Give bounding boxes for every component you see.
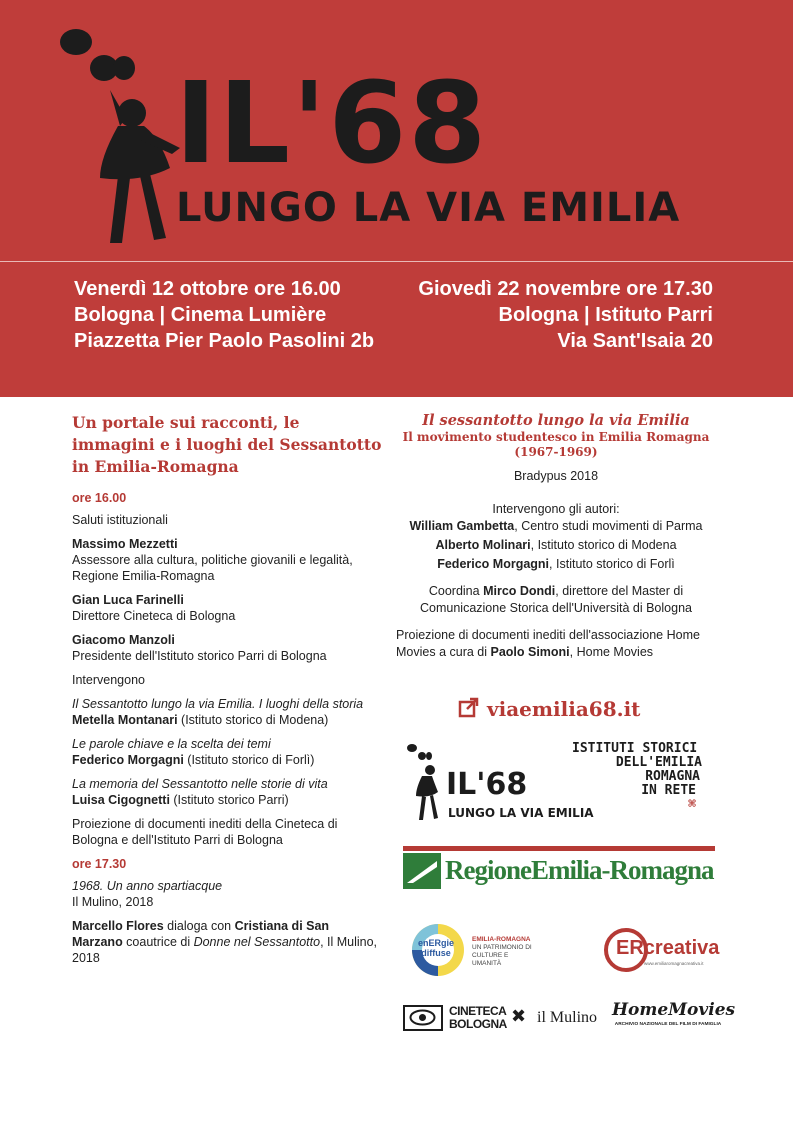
header-banner	[0, 0, 793, 397]
time-1600: ore 16.00	[72, 491, 127, 505]
book-title: 1968. Un anno spartiacque	[72, 879, 223, 893]
event-left-place: Bologna | Cinema Lumière	[74, 304, 327, 326]
projection-note-right	[396, 627, 716, 661]
book-subtitle-right: Il movimento studentesco in Emilia Romagna	[402, 430, 710, 444]
book-title-right: Il sessantotto lungo la via Emilia	[422, 412, 690, 429]
authors-label: Intervengono gli autori:	[492, 502, 620, 516]
event-left-address: Piazzetta Pier Paolo Pasolini 2b	[74, 330, 375, 352]
eye-icon	[405, 1007, 440, 1028]
talk-affiliation: (Istituto storico di Forlì)	[183, 753, 315, 767]
talk-speaker: Federico Morgagni	[72, 753, 184, 767]
mulino-text: il Mulino	[537, 1009, 598, 1026]
dialogue-speaker: Marcello Flores	[72, 919, 164, 933]
homemovies-text: HomeMovies	[612, 1000, 736, 1020]
regione-flag-icon	[403, 853, 441, 889]
projection-note-left: Proiezione di documenti inediti della Cineteca di Bologna e dell'Istituto Parri di Bologna	[72, 817, 338, 847]
talk-2	[72, 736, 382, 768]
author-affiliation: , Centro studi movimenti di Parma	[514, 519, 703, 533]
speaker-role: Direttore Cineteca di Bologna	[72, 609, 236, 623]
energie-text	[418, 938, 454, 958]
author-name: Alberto Molinari	[435, 538, 531, 552]
ercreativa-text	[616, 938, 719, 958]
book-publisher-right: Bradypus 2018	[513, 469, 599, 483]
intervengono-label: Intervengono	[72, 673, 145, 687]
dialogue-text: , Il Mulino, 2018	[72, 935, 378, 965]
program-right-column	[396, 412, 716, 661]
dialogue-book: Donne nel Sessantotto	[193, 935, 321, 949]
windmill-icon: ✖	[511, 1006, 527, 1026]
event-right	[418, 276, 713, 354]
event-left	[74, 276, 374, 354]
author-name: Federico Morgagni	[437, 557, 550, 571]
cineteca-line1: CINETECA	[449, 1004, 507, 1018]
speaker-name: Massimo Mezzetti	[72, 537, 178, 551]
dialogue-note	[72, 918, 382, 966]
talk-affiliation: (Istituto storico Parri)	[169, 793, 289, 807]
speaker-farinelli	[72, 592, 382, 624]
book-years: (1967-1969)	[514, 445, 598, 459]
regione-text: RegioneEmilia-Romagna	[445, 855, 714, 885]
saluti-label: Saluti istituzionali	[72, 513, 168, 527]
dialogue-text: coautrice di	[122, 935, 194, 949]
speaker-mezzetti	[72, 536, 382, 584]
dialogue-text: dialoga con	[163, 919, 235, 933]
istituti-line3: ROMAGNA	[645, 769, 700, 784]
talk-title: Il Sessantotto lungo la via Emilia. I luoghi della storia	[72, 697, 364, 711]
energie-line2: diffuse	[421, 948, 451, 958]
energie-line1: enERgie	[418, 938, 455, 948]
author-morgagni	[396, 556, 716, 573]
homemovies-sub: ARCHIVIO NAZIONALE DEL FILM DI FAMIGLIA	[614, 1022, 722, 1027]
left-headline: Un portale sui racconti, le immagini e i luoghi del Sessantotto in Emilia-Romagna	[72, 413, 382, 476]
il-mulino-logo	[511, 1006, 603, 1030]
speaker-name: Gian Luca Farinelli	[72, 593, 184, 607]
talk-speaker: Metella Montanari	[72, 713, 178, 727]
energie-caption	[472, 936, 538, 968]
regione-emilia-romagna-logo	[403, 846, 715, 892]
il68-logo-title: IL'68	[446, 767, 528, 802]
website-link[interactable]	[458, 697, 640, 721]
energie-diffuse-logo	[408, 922, 538, 978]
proj-text: , Home Movies	[569, 645, 654, 659]
event-right-place: Bologna | Istituto Parri	[498, 304, 713, 326]
coord-text: , direttore del Master di Comunicazione Storica dell'Università di Bologna	[420, 584, 692, 615]
author-affiliation: , Istituto storico di Modena	[530, 538, 677, 552]
author-affiliation: , Istituto storico di Forlì	[549, 557, 675, 571]
cineteca-text	[449, 1005, 507, 1031]
speaker-role: Assessore alla cultura, politiche giovanili e legalità, Regione Emilia-Romagna	[72, 553, 353, 583]
book-1968	[72, 878, 382, 910]
energie-caption-line1: EMILIA-ROMAGNA	[472, 936, 531, 943]
cineteca-line2: BOLOGNA	[449, 1017, 507, 1031]
book-publisher: Il Mulino, 2018	[72, 895, 154, 909]
talk-affiliation: (Istituto storico di Modena)	[177, 713, 329, 727]
program-left-column	[72, 412, 382, 974]
energie-caption-line2: UN PATRIMONIO DI	[472, 944, 532, 951]
speaker-role: Presidente dell'Istituto storico Parri di Bologna	[72, 649, 327, 663]
event-right-date: Giovedì 22 novembre ore 17.30	[418, 278, 713, 300]
figure-icon	[404, 742, 444, 822]
header-subtitle: LUNGO LA VIA EMILIA	[176, 185, 681, 231]
home-movies-logo	[612, 1000, 736, 1036]
cineteca-frame	[403, 1005, 443, 1031]
header-divider	[0, 261, 793, 262]
ercreativa-url: www.emiliaromagnacreativa.it	[644, 961, 704, 966]
dialogue-speaker: Cristiana di San Marzano	[72, 919, 330, 949]
author-name: William Gambetta	[409, 519, 515, 533]
website-text: viaemilia68.it	[486, 697, 641, 721]
cineteca-bologna-logo	[403, 1003, 507, 1035]
ercreativa-word: ERcreativa	[616, 937, 720, 959]
time-1730: ore 17.30	[72, 857, 127, 871]
talk-speaker: Luisa Cigognetti	[72, 793, 170, 807]
event-left-date: Venerdì 12 ottobre ore 16.00	[74, 278, 341, 300]
talk-3	[72, 776, 382, 808]
author-gambetta	[396, 518, 716, 535]
event-right-address: Via Sant'Isaia 20	[557, 330, 713, 352]
coordinator-note	[396, 583, 716, 617]
proj-text: Proiezione di documenti inediti dell'associazione Home Movies a cura di	[396, 628, 700, 659]
ercreativa-logo	[602, 926, 720, 974]
istituti-line2: DELL'EMILIA	[615, 755, 702, 770]
energie-caption-line3: CULTURE E UMANITÀ	[472, 952, 509, 967]
coord-name: Mirco Dondi	[483, 584, 556, 598]
istituti-line1: ISTITUTI STORICI	[572, 741, 698, 756]
il68-logo-sub: LUNGO LA VIA EMILIA	[448, 806, 594, 820]
coord-text: Coordina	[428, 584, 484, 598]
speaker-name: Giacomo Manzoli	[72, 633, 175, 647]
istituti-line4: IN RETE	[641, 783, 696, 798]
external-link-icon	[458, 697, 480, 719]
header-title: IL'68	[175, 59, 489, 189]
istituti-storici-logo	[572, 742, 722, 824]
command-icon: ⌘	[688, 797, 696, 812]
talk-1	[72, 696, 382, 728]
talk-title: Le parole chiave e la scelta dei temi	[72, 737, 271, 751]
talk-title: La memoria del Sessantotto nelle storie di vita	[72, 777, 328, 791]
speaker-manzoli	[72, 632, 382, 664]
regione-red-bar	[403, 846, 715, 851]
proj-name: Paolo Simoni	[490, 645, 570, 659]
author-molinari	[396, 537, 716, 554]
